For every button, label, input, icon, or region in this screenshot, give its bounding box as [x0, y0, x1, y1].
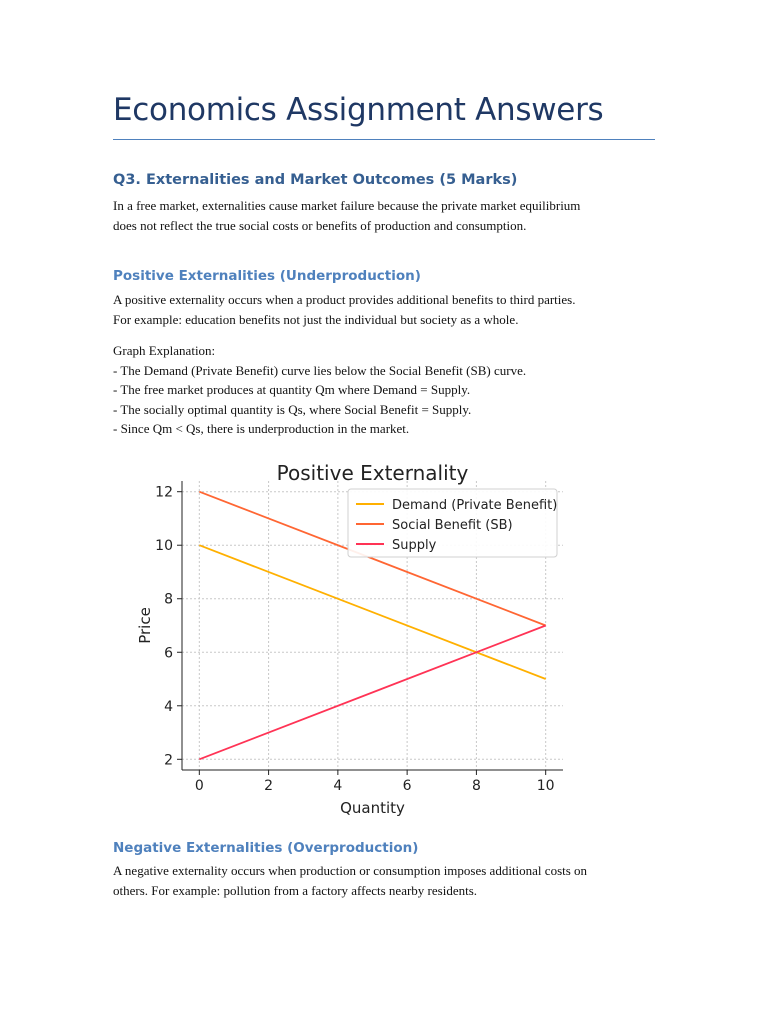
graph-line: - The free market produces at quantity Qm where Demand = Supply.	[113, 382, 471, 397]
positive-line: A positive externality occurs when a product provides additional benefits to third parties.	[113, 292, 576, 307]
intro-line: does not reflect the true social costs or benefits of production and consumption.	[113, 217, 527, 233]
x-tick-label: 8	[471, 778, 481, 794]
x-tick-label: 10	[536, 778, 555, 794]
series-line	[199, 545, 545, 679]
y-tick-label: 2	[164, 752, 173, 769]
negative-externalities-heading: Negative Externalities (Overproduction)	[113, 840, 419, 856]
series-line	[199, 626, 545, 760]
legend-label: Supply	[392, 538, 437, 553]
positive-paragraph	[113, 290, 655, 329]
y-tick-label: 12	[155, 484, 173, 501]
negative-line: A negative externality occurs when production or consumption imposes additional costs on	[113, 863, 588, 878]
q3-heading: Q3. Externalities and Market Outcomes (5 Marks)	[113, 172, 518, 188]
x-tick-label: 0	[194, 778, 204, 794]
y-tick-label: 10	[155, 538, 173, 555]
graph-line: - Since Qm < Qs, there is underproduction in the market.	[113, 421, 410, 436]
y-tick-label: 8	[164, 591, 173, 608]
positive-externalities-heading: Positive Externalities (Underproduction)	[113, 268, 421, 284]
intro-line: In a free market, externalities cause market failure because the private market equilibrium	[113, 198, 581, 213]
legend-label: Demand (Private Benefit)	[392, 498, 558, 513]
y-tick-label: 6	[164, 645, 173, 662]
x-tick-label: 2	[264, 778, 274, 794]
positive-externality-chart	[130, 452, 580, 822]
chart-title: Positive Externality	[276, 461, 469, 485]
positive-line: For example: education benefits not just the individual but society as a whole.	[113, 311, 519, 327]
negative-line: others. For example: pollution from a factory affects nearby residents.	[113, 882, 478, 898]
graph-line: - The socially optimal quantity is Qs, where Social Benefit = Supply.	[113, 401, 472, 417]
x-tick-label: 4	[333, 778, 343, 794]
negative-paragraph	[113, 861, 655, 900]
legend-label: Social Benefit (SB)	[392, 518, 513, 533]
document-title: Economics Assignment Answers	[113, 92, 604, 128]
graph-line: - The Demand (Private Benefit) curve lies below the Social Benefit (SB) curve.	[113, 362, 527, 378]
x-tick-label: 6	[402, 778, 412, 794]
graph-line: Graph Explanation:	[113, 343, 216, 358]
title-divider	[113, 139, 655, 140]
intro-paragraph	[113, 196, 655, 235]
y-axis-label: Price	[136, 607, 154, 644]
graph-explanation	[113, 341, 655, 439]
y-tick-label: 4	[164, 698, 173, 715]
x-axis-label: Quantity	[340, 799, 405, 817]
